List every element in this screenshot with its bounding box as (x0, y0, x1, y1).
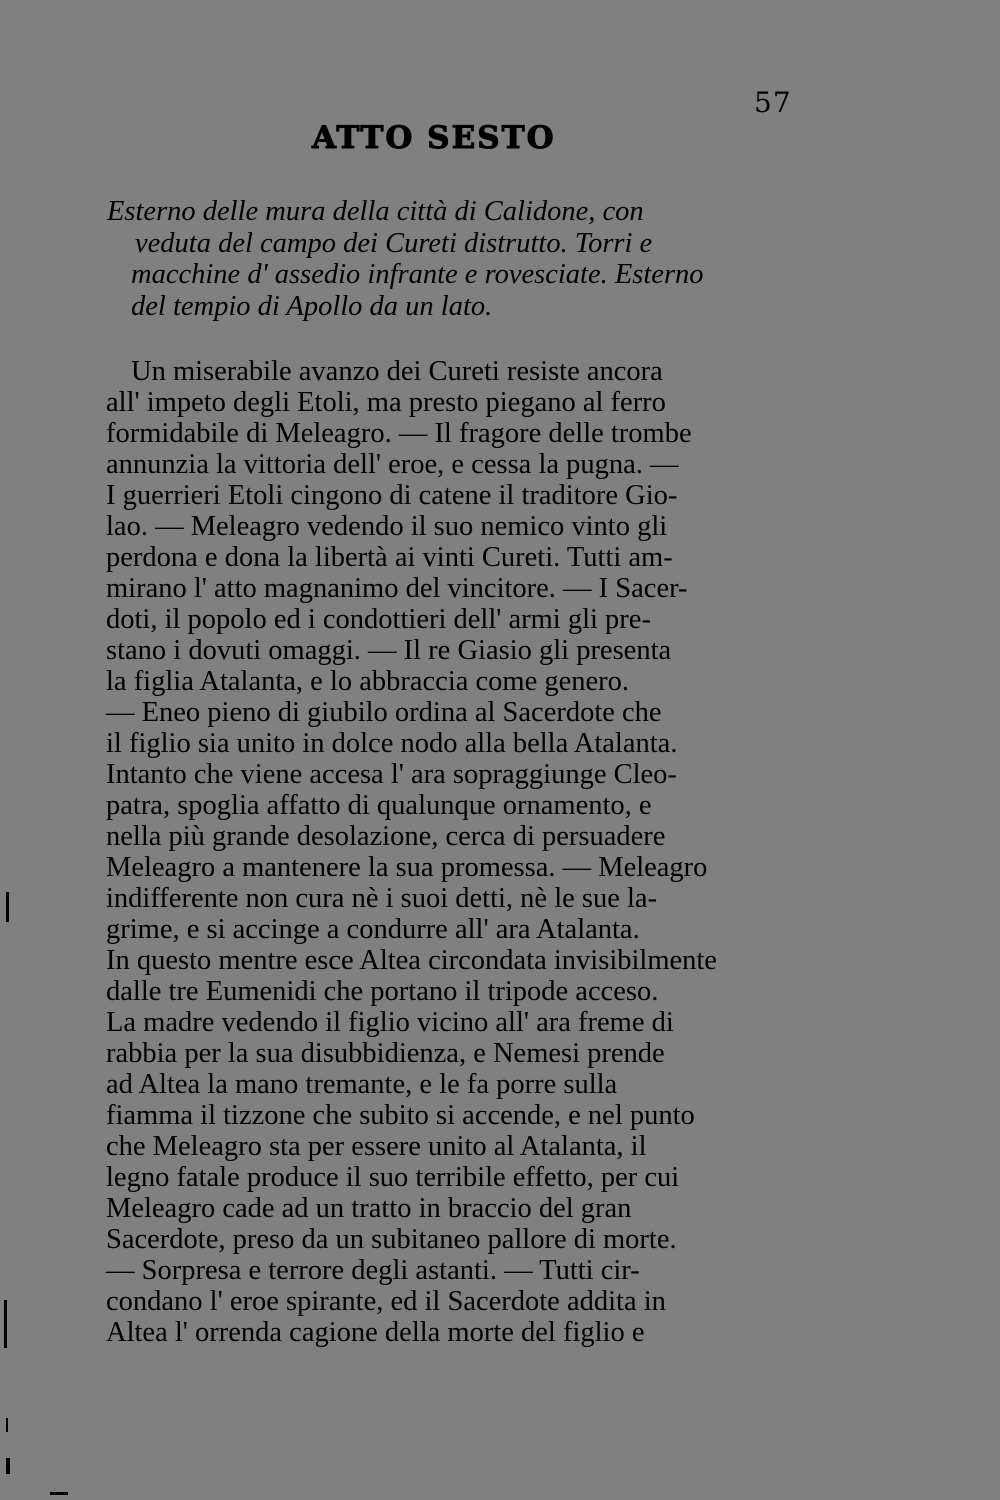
body-line: grime, e si accinge a condurre all' ara Atalanta. (106, 914, 640, 945)
body-line: I guerrieri Etoli cingono di catene il traditore Gio- (106, 480, 678, 511)
body-line: stano i dovuti omaggi. — Il re Giasio gli presenta (106, 635, 672, 666)
stage-direction-line: Esterno delle mura della città di Calidone, con (107, 196, 644, 227)
body-line: Un miserabile avanzo dei Cureti resiste ancora (131, 356, 663, 387)
body-line: doti, il popolo ed i condottieri dell' armi gli pre- (106, 604, 651, 635)
body-line: indifferente non cura nè i suoi detti, nè le sue la- (106, 883, 658, 914)
body-line: la figlia Atalanta, e lo abbraccia come genero. (106, 666, 630, 697)
page-number: 57 (754, 86, 792, 119)
body-line: annunzia la vittoria dell' eroe, e cessa la pugna. — (106, 449, 679, 480)
stage-direction-line: del tempio di Apollo da un lato. (131, 291, 493, 322)
body-line: il figlio sia unito in dolce nodo alla bella Atalanta. (106, 728, 678, 759)
body-line: formidabile di Meleagro. — Il fragore delle trombe (106, 418, 692, 449)
body-line: Meleagro a mantenere la sua promessa. — Meleagro (106, 852, 708, 883)
body-line: In questo mentre esce Altea circondata invisibilmente (106, 945, 717, 976)
scan-edge-mark (50, 1492, 68, 1495)
scan-edge-mark (6, 1458, 10, 1474)
body-line: perdona e dona la libertà ai vinti Cureti. Tutti am- (106, 542, 673, 573)
body-line: mirano l' atto magnanimo del vincitore. — I Sacer- (106, 573, 688, 604)
body-line: La madre vedendo il figlio vicino all' ara freme di (106, 1007, 674, 1038)
body-line: che Meleagro sta per essere unito al Atalanta, il (106, 1131, 647, 1162)
scan-edge-mark (4, 1300, 7, 1348)
body-line: lao. — Meleagro vedendo il suo nemico vinto gli (106, 511, 668, 542)
body-line: all' impeto degli Etoli, ma presto piegano al ferro (106, 387, 666, 418)
body-line: ad Altea la mano tremante, e le fa porre sulla (106, 1069, 618, 1100)
body-line: Intanto che viene accesa l' ara sopraggiunge Cleo- (106, 759, 677, 790)
stage-direction-line: veduta del campo dei Cureti distrutto. Torri e (135, 228, 653, 259)
body-line: patra, spoglia affatto di qualunque ornamento, e (106, 790, 652, 821)
body-line: legno fatale produce il suo terribile effetto, per cui (106, 1162, 680, 1193)
body-line: Meleagro cade ad un tratto in braccio del gran (106, 1193, 632, 1224)
body-line: — Sorpresa e terrore degli astanti. — Tutti cir- (106, 1255, 640, 1286)
body-line: nella più grande desolazione, cerca di persuadere (106, 821, 666, 852)
body-line: rabbia per la sua disubbidienza, e Nemesi prende (106, 1038, 665, 1069)
body-line: dalle tre Eumenidi che portano il tripode acceso. (106, 976, 659, 1007)
body-line: Altea l' orrenda cagione della morte del figlio e (106, 1317, 645, 1348)
scan-edge-mark (6, 1418, 8, 1432)
act-heading: ATTO SESTO (312, 120, 556, 156)
scan-edge-mark (6, 892, 9, 922)
body-line: — Eneo pieno di giubilo ordina al Sacerdote che (106, 697, 662, 728)
body-line: condano l' eroe spirante, ed il Sacerdote addita in (106, 1286, 666, 1317)
body-line: Sacerdote, preso da un subitaneo pallore di morte. (106, 1224, 677, 1255)
stage-direction-line: macchine d' assedio infrante e rovesciate. Esterno (131, 259, 704, 290)
body-line: fiamma il tizzone che subito si accende, e nel punto (106, 1100, 695, 1131)
